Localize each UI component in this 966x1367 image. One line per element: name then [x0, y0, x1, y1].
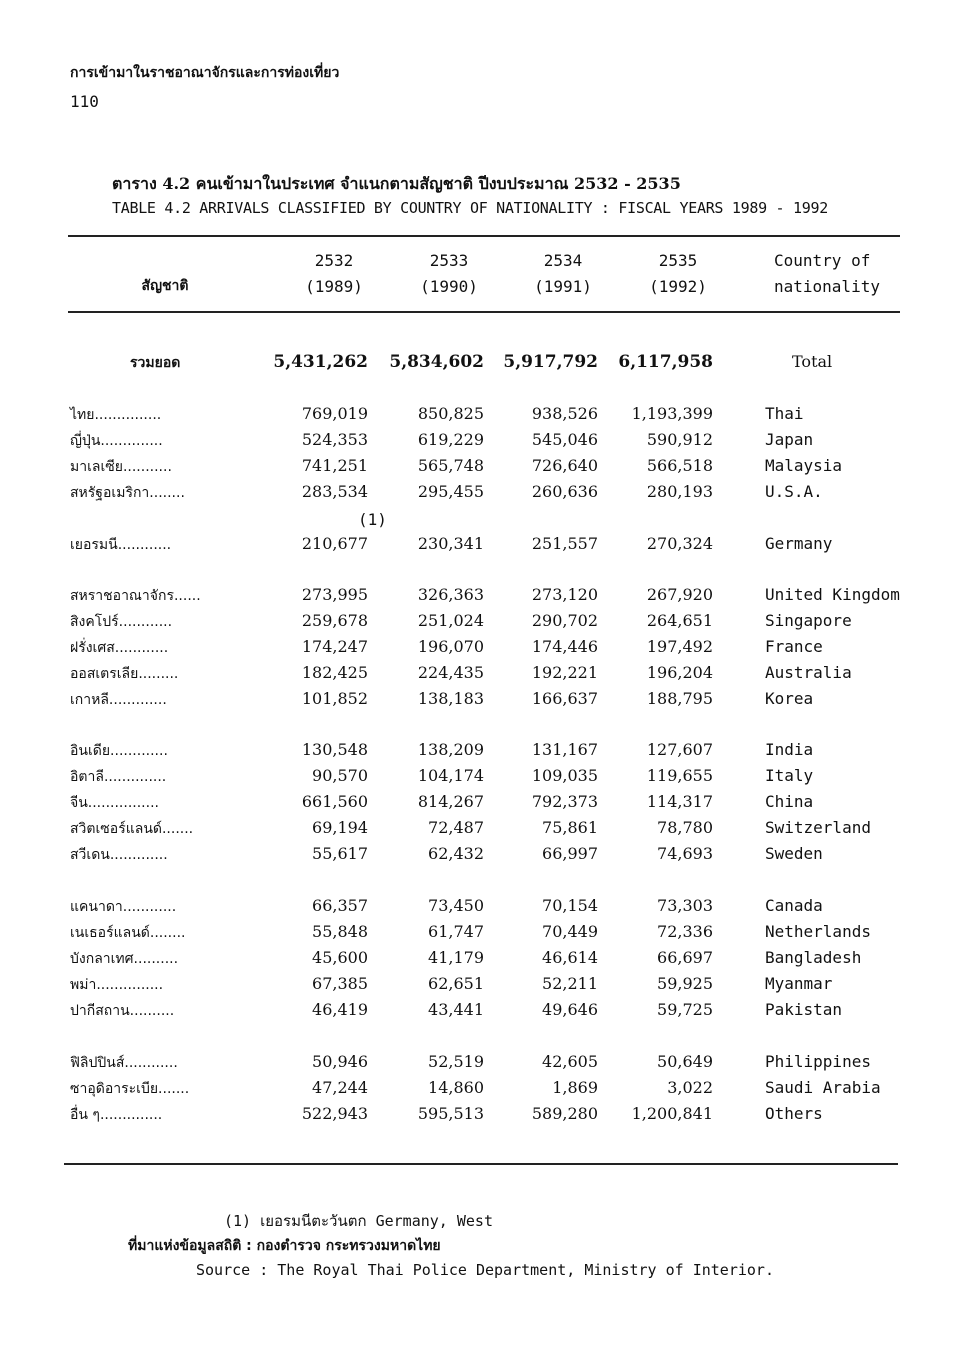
value-1989: 67,385: [312, 974, 368, 993]
country-english: India: [765, 740, 814, 759]
value-1989: 45,600: [312, 948, 368, 967]
nationality-thai: มาเลเซีย...........: [70, 459, 172, 475]
value-1992: 197,492: [646, 637, 713, 656]
value-1991: 52,211: [542, 974, 598, 993]
value-1991: 273,120: [531, 585, 598, 604]
country-english: Korea: [765, 689, 814, 708]
country-header-line2: nationality: [774, 277, 880, 296]
table-row: [0, 948, 966, 974]
value-1992: 267,920: [646, 585, 713, 604]
year-ad-label: (1989): [305, 277, 363, 296]
header-year-1990: [409, 248, 489, 300]
table-row: [0, 456, 966, 482]
value-1992: 196,204: [646, 663, 713, 682]
header-year-1992: [638, 248, 718, 300]
value-1990: 295,455: [417, 482, 484, 501]
nationality-thai: บังกลาเทศ..........: [70, 951, 179, 967]
value-1989: 182,425: [301, 663, 368, 682]
value-1990: 41,179: [428, 948, 484, 967]
value-1991: 131,167: [531, 740, 598, 759]
value-1990: 52,519: [428, 1052, 484, 1071]
page-number: 110: [70, 92, 99, 111]
nationality-thai: ฟิลิปปินส์............: [70, 1055, 178, 1071]
value-1989: 273,995: [301, 585, 368, 604]
country-english: Thai: [765, 404, 804, 423]
value-1991: 589,280: [531, 1104, 598, 1123]
source-english: Source : The Royal Thai Police Department, Ministry of Interior.: [196, 1261, 774, 1279]
header-year-1991: [523, 248, 603, 300]
country-english: Saudi Arabia: [765, 1078, 881, 1097]
value-1992: 590,912: [646, 430, 713, 449]
value-1992: 270,324: [646, 534, 713, 553]
value-1991: 192,221: [531, 663, 598, 682]
value-1991: 5,917,792: [503, 352, 598, 372]
country-english: France: [765, 637, 823, 656]
value-1990: 196,070: [417, 637, 484, 656]
country-english: Italy: [765, 766, 814, 785]
value-1991: 109,035: [531, 766, 598, 785]
value-1990: 138,209: [417, 740, 484, 759]
value-1989: 259,678: [301, 611, 368, 630]
country-english: China: [765, 792, 814, 811]
value-1991: 49,646: [542, 1000, 598, 1019]
source-thai: ที่มาแห่งข้อมูลสถิติ : กองตำรวจ กระทรวงมหาดไทย: [128, 1238, 441, 1254]
value-1990: 14,860: [428, 1078, 484, 1097]
nationality-thai: จีน................: [70, 795, 159, 811]
value-1991: 1,869: [552, 1078, 598, 1097]
value-1992: 73,303: [657, 896, 713, 915]
nationality-thai: สวิตเซอร์แลนด์.......: [70, 821, 194, 837]
value-1989: 55,848: [312, 922, 368, 941]
nationality-thai: ออสเตรเลีย.........: [70, 666, 179, 682]
value-1991: 70,154: [542, 896, 598, 915]
value-1992: 114,317: [646, 792, 713, 811]
nationality-thai: อื่น ๆ..............: [70, 1107, 163, 1123]
value-1990: 224,435: [417, 663, 484, 682]
value-1989: 769,019: [301, 404, 368, 423]
year-thai-label: 2532: [314, 251, 354, 270]
top-rule: [68, 235, 900, 237]
value-1992: 280,193: [646, 482, 713, 501]
running-head: การเข้ามาในราชอาณาจักรและการท่องเที่ยว: [70, 65, 340, 81]
value-1992: 566,518: [646, 456, 713, 475]
table-row: [0, 1104, 966, 1130]
value-1991: 792,373: [531, 792, 598, 811]
table-row: [0, 482, 966, 508]
value-1989: 46,419: [312, 1000, 368, 1019]
table-row: [0, 585, 966, 611]
table-row: [0, 430, 966, 456]
value-1989: 741,251: [301, 456, 368, 475]
nationality-thai: อินเดีย.............: [70, 743, 168, 759]
value-1991: 260,636: [531, 482, 598, 501]
table-title-english: TABLE 4.2 ARRIVALS CLASSIFIED BY COUNTRY OF NATIONALITY : FISCAL YEARS 1989 - 1992: [112, 199, 828, 217]
nationality-thai: สิงคโปร์............: [70, 614, 173, 630]
value-1991: 251,557: [531, 534, 598, 553]
value-1991: 174,446: [531, 637, 598, 656]
table-row: [0, 844, 966, 870]
value-1992: 66,697: [657, 948, 713, 967]
header-year-1989: [294, 248, 374, 300]
value-1991: 42,605: [542, 1052, 598, 1071]
country-english: Netherlands: [765, 922, 871, 941]
value-1990: 619,229: [417, 430, 484, 449]
table-row: [0, 1000, 966, 1026]
value-1992: 119,655: [646, 766, 713, 785]
country-english: United Kingdom: [765, 585, 900, 604]
country-english: Total: [792, 352, 833, 371]
value-1989: 55,617: [312, 844, 368, 863]
value-1991: 726,640: [531, 456, 598, 475]
value-1992: 59,925: [657, 974, 713, 993]
value-1991: 290,702: [531, 611, 598, 630]
header-nationality-thai: สัญชาติ: [141, 278, 189, 294]
table-row: [0, 740, 966, 766]
value-1989: 101,852: [301, 689, 368, 708]
country-english: Philippines: [765, 1052, 871, 1071]
table-row: [0, 637, 966, 663]
value-1990: 5,834,602: [389, 352, 484, 372]
value-1989: 522,943: [301, 1104, 368, 1123]
value-1990: 595,513: [417, 1104, 484, 1123]
value-1990: 43,441: [428, 1000, 484, 1019]
country-english: Germany: [765, 534, 833, 553]
value-1991: 166,637: [531, 689, 598, 708]
value-1992: 3,022: [667, 1078, 713, 1097]
year-ad-label: (1990): [420, 277, 478, 296]
nationality-thai: เกาหลี.............: [70, 692, 167, 708]
value-1989: 5,431,262: [273, 352, 368, 372]
value-1990: 850,825: [417, 404, 484, 423]
table-row: [0, 896, 966, 922]
value-1990: 138,183: [417, 689, 484, 708]
value-1992: 74,693: [657, 844, 713, 863]
value-1989: 50,946: [312, 1052, 368, 1071]
table-row: [0, 689, 966, 715]
table-row: [0, 922, 966, 948]
value-1991: 938,526: [531, 404, 598, 423]
country-english: Switzerland: [765, 818, 871, 837]
table-row: [0, 792, 966, 818]
nationality-thai: เยอรมนี............: [70, 537, 172, 553]
country-english: Myanmar: [765, 974, 833, 993]
value-1992: 188,795: [646, 689, 713, 708]
value-1992: 6,117,958: [618, 352, 713, 372]
value-1992: 72,336: [657, 922, 713, 941]
header-country-of-nationality: [774, 248, 904, 300]
value-1991: 75,861: [542, 818, 598, 837]
table-row: [0, 1078, 966, 1104]
nationality-thai: อิตาลี..............: [70, 769, 167, 785]
value-1991: 46,614: [542, 948, 598, 967]
value-1990: 326,363: [417, 585, 484, 604]
table-row: [0, 974, 966, 1000]
nationality-thai: สวีเดน.............: [70, 847, 168, 863]
nationality-thai: ซาอุดิอาระเบีย.......: [70, 1081, 190, 1097]
table-title-thai: ตาราง 4.2 คนเข้ามาในประเทศ จำแนกตามสัญชาติ ปีงบประมาณ 2532 - 2535: [112, 174, 681, 193]
value-1992: 1,200,841: [631, 1104, 713, 1123]
value-1992: 127,607: [646, 740, 713, 759]
value-1990: 62,651: [428, 974, 484, 993]
value-1992: 78,780: [657, 818, 713, 837]
nationality-thai: แคนาดา............: [70, 899, 177, 915]
table-row: [0, 818, 966, 844]
country-english: Sweden: [765, 844, 823, 863]
year-ad-label: (1991): [534, 277, 592, 296]
nationality-thai: เนเธอร์แลนด์........: [70, 925, 186, 941]
value-1989: 90,570: [312, 766, 368, 785]
country-english: Japan: [765, 430, 814, 449]
country-english: Pakistan: [765, 1000, 843, 1019]
value-1990: 251,024: [417, 611, 484, 630]
nationality-thai: ญี่ปุ่น..............: [70, 433, 163, 449]
table-row-total: [0, 352, 966, 378]
value-1990: 104,174: [417, 766, 484, 785]
country-english: Canada: [765, 896, 823, 915]
bottom-rule: [64, 1163, 898, 1165]
nationality-thai: ไทย...............: [70, 407, 162, 423]
nationality-thai: สหราชอาณาจักร......: [70, 588, 201, 604]
country-english: Singapore: [765, 611, 852, 630]
value-1990: 73,450: [428, 896, 484, 915]
table-row: [0, 663, 966, 689]
country-english: Others: [765, 1104, 823, 1123]
value-1990: 61,747: [428, 922, 484, 941]
nationality-thai: ปากีสถาน..........: [70, 1003, 175, 1019]
value-1989: 524,353: [301, 430, 368, 449]
value-1992: 59,725: [657, 1000, 713, 1019]
value-1989: 283,534: [301, 482, 368, 501]
nationality-thai: พม่า...............: [70, 977, 164, 993]
nationality-thai: สหรัฐอเมริกา........: [70, 485, 185, 501]
footnote-marker: (1): [358, 510, 387, 529]
value-1989: 130,548: [301, 740, 368, 759]
value-1990: 62,432: [428, 844, 484, 863]
country-english: Australia: [765, 663, 852, 682]
country-english: Malaysia: [765, 456, 843, 475]
value-1991: 70,449: [542, 922, 598, 941]
value-1990: 230,341: [417, 534, 484, 553]
value-1992: 1,193,399: [631, 404, 713, 423]
value-1989: 66,357: [312, 896, 368, 915]
country-header-line1: Country of: [774, 251, 871, 270]
value-1990: 814,267: [417, 792, 484, 811]
footnote: (1) เยอรมนีตะวันตก Germany, West: [224, 1212, 493, 1230]
value-1989: 47,244: [312, 1078, 368, 1097]
country-english: U.S.A.: [765, 482, 823, 501]
header-rule: [68, 311, 900, 313]
year-thai-label: 2535: [658, 251, 698, 270]
value-1992: 264,651: [646, 611, 713, 630]
table-row: [0, 534, 966, 560]
nationality-thai: ฝรั่งเศส............: [70, 640, 169, 656]
value-1992: 50,649: [657, 1052, 713, 1071]
table-row: [0, 404, 966, 430]
year-thai-label: 2533: [429, 251, 469, 270]
table-row: [0, 766, 966, 792]
table-row: [0, 611, 966, 637]
year-ad-label: (1992): [649, 277, 707, 296]
year-thai-label: 2534: [543, 251, 583, 270]
table-row: [0, 1052, 966, 1078]
value-1991: 545,046: [531, 430, 598, 449]
value-1989: 661,560: [301, 792, 368, 811]
nationality-thai: รวมยอด: [130, 355, 181, 371]
value-1989: 69,194: [312, 818, 368, 837]
value-1989: 174,247: [301, 637, 368, 656]
value-1990: 72,487: [428, 818, 484, 837]
value-1990: 565,748: [417, 456, 484, 475]
value-1991: 66,997: [542, 844, 598, 863]
value-1989: 210,677: [301, 534, 368, 553]
country-english: Bangladesh: [765, 948, 862, 967]
